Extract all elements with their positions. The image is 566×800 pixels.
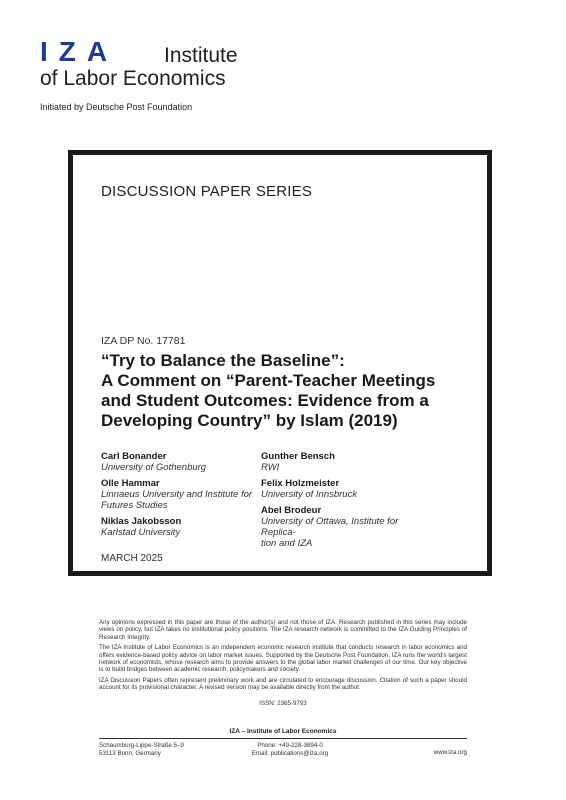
issn: ISSN: 2365-9793 [259, 700, 307, 707]
author-affiliation: University of Ottawa, Institute for Replica- [261, 516, 399, 538]
author-entry [261, 505, 431, 549]
author-entry [101, 478, 271, 511]
logo-letters: IZA [40, 36, 119, 67]
footer-title: IZA – Institute of Labor Economics [229, 728, 337, 735]
author-column-right [261, 451, 431, 554]
iza-logo [40, 36, 238, 112]
author-affiliation: University of Gothenburg [101, 462, 207, 473]
series-title: DISCUSSION PAPER SERIES [101, 183, 313, 200]
footer-contact [240, 742, 340, 757]
dp-number: IZA DP No. 17781 [101, 335, 186, 347]
author-entry [101, 451, 271, 473]
paper-title [101, 351, 481, 431]
author-affiliation: Futures Studies [101, 500, 168, 511]
title-line: Developing Country” by Islam (2019) [101, 411, 398, 430]
author-entry [101, 516, 271, 538]
title-line: A Comment on “Parent-Teacher Meetings [101, 371, 436, 390]
author-name: Carl Bonander [101, 451, 167, 462]
author-entry [261, 451, 431, 473]
footer-divider [99, 738, 467, 739]
author-affiliation: RWI [261, 462, 280, 473]
author-name: Gunther Bensch [261, 451, 335, 462]
author-name: Niklas Jakobsson [101, 516, 182, 527]
cover-box [68, 150, 492, 576]
author-affiliation: Linnaeus University and Institute for [101, 489, 253, 500]
author-affiliation: tion and IZA [261, 538, 313, 549]
disclaimer-paragraph: The IZA Institute of Labor Economics is an independent economic research institute that conducts research in labor economics and offers evidence-based policy advice on labor market issues. Supported by the Deutsche Post Foundation, IZA runs the world’s largest network of economists, whose research aims to provide answers to the global labor market challenges of our time. Our key objective is to build bridges between academic research, policymakers and society. [99, 644, 467, 674]
author-name: Abel Brodeur [261, 505, 322, 516]
author-affiliation: Karlstad University [101, 527, 181, 538]
publication-date: MARCH 2025 [101, 553, 163, 564]
disclaimer-paragraph: Any opinions expressed in this paper are those of the author(s) and not those of IZA. Research published in this series may include views on policy, but IZA takes no institutional policy positions. The IZA research network is committed to the IZA Guiding Principles of Research Integrity. [99, 619, 467, 641]
author-entry [261, 478, 431, 500]
logo-line1: Institute [164, 44, 238, 67]
phone: Phone: +49-228-3894-0 [257, 742, 323, 749]
address-line: 53113 Bonn, Germany [99, 749, 161, 757]
logo-tagline: Initiated by Deutsche Post Foundation [40, 102, 193, 112]
logo-line2: of Labor Economics [40, 67, 226, 90]
author-column-left [101, 451, 271, 543]
disclaimer [99, 619, 467, 695]
email-link[interactable]: Email: publications@iza.org [251, 749, 329, 757]
website-link[interactable]: www.iza.org [433, 749, 467, 756]
author-affiliation: University of Innsbruck [261, 489, 358, 500]
address-line: Schaumburg-Lippe-Straße 5–9 [99, 742, 184, 749]
author-name: Felix Holzmeister [261, 478, 340, 489]
footer-address [99, 742, 184, 757]
author-name: Olle Hammar [101, 478, 160, 489]
disclaimer-paragraph: IZA Discussion Papers often represent preliminary work and are circulated to encourage discussion. Citation of such a paper should account for its provisional character. A revised version may be available directly from the author. [99, 676, 467, 692]
title-line: and Student Outcomes: Evidence from a [101, 391, 429, 410]
title-line: “Try to Balance the Baseline”: [101, 351, 345, 370]
